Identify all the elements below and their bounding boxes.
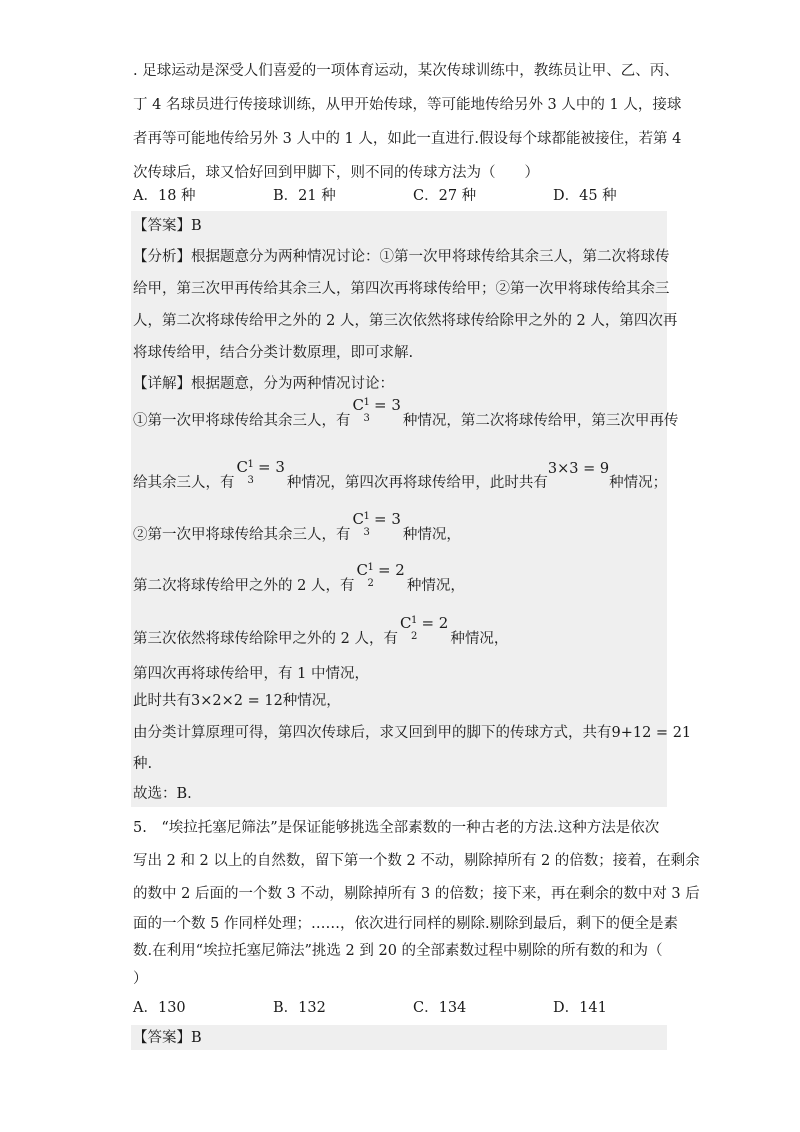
q4-case1-text: 种情况，第四次再将球传给甲，此时共有 — [286, 475, 548, 491]
q4-case2-expression: 3×2×2 = 12 — [191, 693, 283, 709]
q5-answer-background — [131, 1025, 667, 1050]
q4-case1-text: 给其余三人，有 — [133, 475, 235, 491]
combination-c31: C 1 3 = 3 — [236, 458, 285, 486]
q4-stem-line-1: . 足球运动是深受人们喜爱的一项体育运动，某次传球训练中，教练员让甲、乙、丙、 — [133, 63, 679, 79]
q5-stem-line-4: 面的一个数 5 作同样处理；……，依次进行同样的剔除.剔除到最后，剩下的便全是素 — [133, 916, 679, 932]
q5-stem-line-5: 数.在利用“埃拉托塞尼筛法”挑选 2 到 20 的全部素数过程中剔除的所有数的和为（ — [133, 943, 663, 959]
q4-case1-line-2 — [133, 458, 668, 496]
q5-option-c: C．134 — [413, 1000, 467, 1016]
combination-c31: C 1 3 = 3 — [352, 510, 401, 538]
q4-conclusion-text: 由分类计算原理可得，第四次传球后，求又回到甲的脚下的传球方式，共有 — [133, 725, 612, 741]
combination-c21: C 1 2 = 2 — [356, 561, 405, 589]
q4-case2-line-4: 第四次再将球传给甲，有 1 中情况， — [133, 666, 369, 682]
combination-c31: C 1 3 = 3 — [352, 396, 401, 424]
combination-c21: C 1 2 = 2 — [399, 614, 449, 642]
q4-choose: 故选：B. — [133, 786, 192, 802]
q4-analysis-line-1: 【分析】根据题意分为两种情况讨论：①第一次甲将球传给其余三人，第二次将球传 — [133, 249, 670, 265]
q4-conclusion-expression: 9+12 = 21 — [611, 725, 692, 741]
q4-case2-line-1 — [133, 510, 461, 548]
q4-case1-expression: 3×3 = 9 — [547, 461, 610, 477]
q4-option-d: D．45 种 — [553, 188, 617, 204]
q4-case2-text: 种情况， — [406, 578, 465, 594]
q4-case2-text: 此时共有 — [133, 693, 191, 709]
q4-options — [133, 185, 653, 207]
q5-option-d: D．141 — [553, 1000, 607, 1016]
q5-stem-line-1: 5. “埃拉托塞尼筛法”是保证能够挑选全部素数的一种古老的方法.这种方法是依次 — [133, 820, 660, 836]
q4-stem-line-4: 次传球后，球又恰好回到甲脚下，则不同的传球方法为（ ） — [133, 165, 539, 181]
q4-conclusion-line-2: 种. — [133, 756, 153, 772]
q4-case1-text: ①第一次甲将球传给其余三人，有 — [133, 413, 351, 429]
q4-case2-text: 种情况， — [282, 693, 341, 709]
q5-stem-line-6: ） — [133, 971, 148, 987]
q4-option-b: B．21 种 — [273, 188, 336, 204]
q4-case2-line-2 — [133, 561, 465, 599]
q5-options — [133, 997, 653, 1019]
q4-detail-title: 【详解】根据题意，分为两种情况讨论： — [133, 376, 394, 392]
q4-analysis-line-4: 将球传给甲，结合分类计数原理，即可求解. — [133, 345, 414, 361]
q4-case1-text: 种情况，第二次将球传给甲，第三次甲再传 — [402, 413, 679, 429]
q4-case2-text: 第二次将球传给甲之外的 2 人，有 — [133, 578, 355, 594]
q5-stem-line-2: 写出 2 和 2 以上的自然数，留下第一个数 2 不动，剔除掉所有 2 的倍数；接着，在剩余 — [133, 853, 700, 869]
q4-stem-line-2: 丁 4 名球员进行传接球训练，从甲开始传球，等可能地传给另外 3 人中的 1 人，接球 — [133, 97, 682, 113]
q4-case2-text: 第三次依然将球传给除甲之外的 2 人，有 — [133, 631, 398, 647]
q4-case2-text: ②第一次甲将球传给其余三人，有 — [133, 527, 351, 543]
q5-option-a: A．130 — [133, 1000, 186, 1016]
q4-analysis-line-3: 人，第二次将球传给甲之外的 2 人，第三次依然将球传给除甲之外的 2 人，第四次再 — [133, 313, 678, 329]
q4-option-c: C．27 种 — [413, 188, 477, 204]
q4-answer: 【答案】B — [133, 218, 202, 234]
q4-case2-line-3 — [133, 614, 509, 652]
q4-case1-text: 种情况； — [609, 475, 668, 491]
q5-answer: 【答案】B — [133, 1030, 202, 1046]
q4-case2-line-5 — [133, 690, 341, 712]
q4-case2-text: 种情况， — [450, 631, 509, 647]
q5-option-b: B．132 — [273, 1000, 326, 1016]
q4-option-a: A．18 种 — [133, 188, 196, 204]
q4-conclusion-line-1 — [133, 722, 691, 744]
q4-case2-text: 种情况， — [402, 527, 461, 543]
q4-analysis-line-2: 给甲，第三次甲再传给其余三人，第四次再将球传给甲；②第一次甲将球传给其余三 — [133, 281, 670, 297]
q4-stem-line-3: 者再等可能地传给另外 3 人中的 1 人，如此一直进行.假设每个球都能被接住，若第 4 — [133, 131, 682, 147]
q4-case1-line-1 — [133, 396, 679, 434]
q5-stem-line-3: 的数中 2 后面的一个数 3 不动，剔除掉所有 3 的倍数；接下来，再在剩余的数中对 3 后 — [133, 886, 700, 902]
